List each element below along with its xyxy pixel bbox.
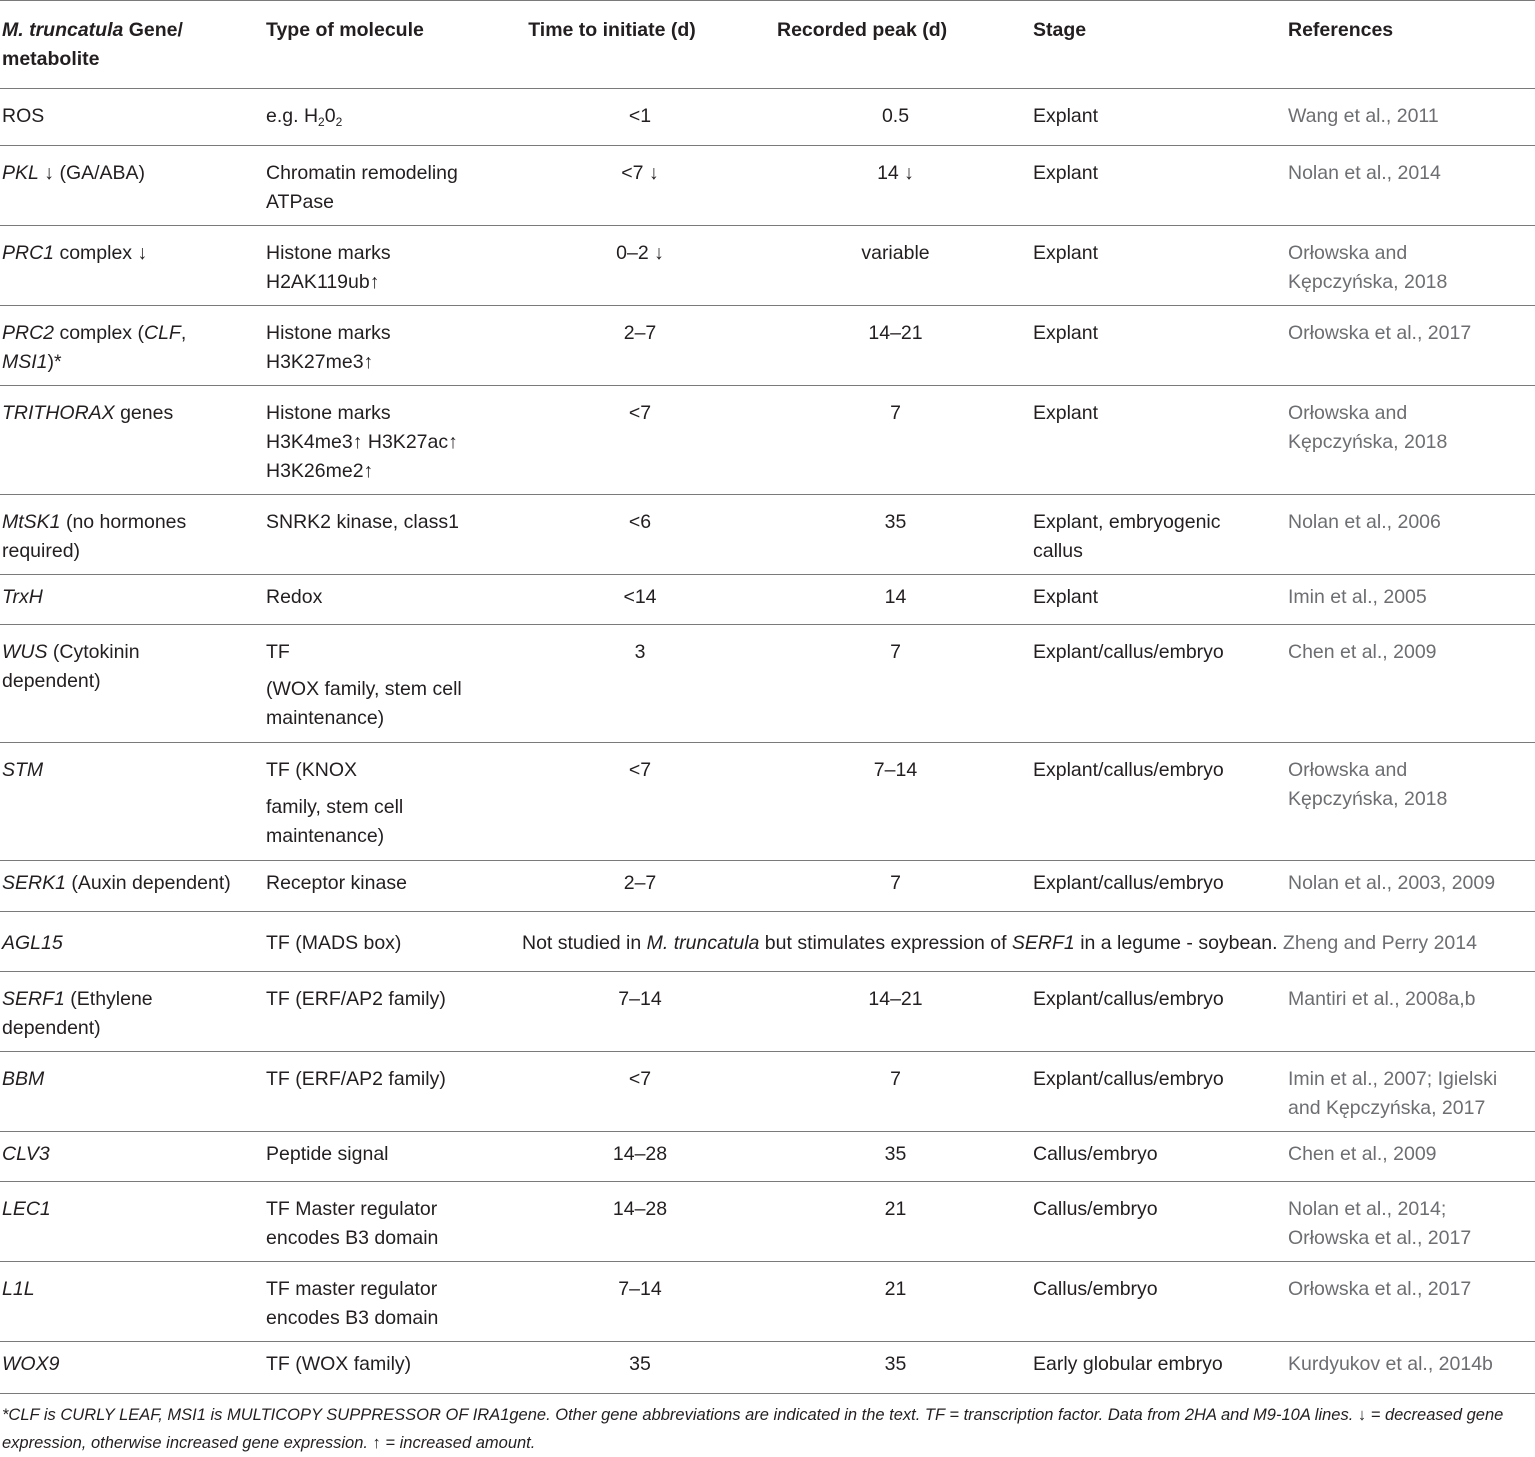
note-reference: Zheng and Perry 2014 [1282, 932, 1477, 954]
cell-reference: Nolan et al., 2006 [1288, 511, 1441, 533]
cell-peak: 0.5 [881, 105, 910, 127]
table-row [0, 1342, 1535, 1394]
cell-stage: Explant, embryogenic callus [1033, 511, 1221, 562]
cell-peak: 14–21 [868, 988, 923, 1010]
table-header-row [0, 0, 1535, 89]
type-text-mid: 0 [324, 105, 336, 127]
note-text: but stimulates expression of [759, 932, 1012, 954]
gene-name: SERF1 [2, 988, 65, 1010]
type-sub: 2 [335, 115, 343, 129]
note-gene: SERF1 [1011, 932, 1075, 954]
cell-gene [2, 399, 248, 428]
note-text: in a legume - soybean. [1074, 932, 1283, 954]
cell-peak: 7 [890, 402, 901, 424]
cell-gene [2, 508, 217, 566]
cell-reference: Chen et al., 2009 [1288, 1143, 1437, 1165]
cell-gene [2, 239, 248, 268]
cell-peak: 21 [884, 1198, 907, 1220]
table-row [0, 1262, 1535, 1342]
table-row [0, 226, 1535, 306]
cell-initiate: <6 [628, 511, 652, 533]
type-text-detail: (WOX family, stem cell maintenance) [266, 678, 462, 729]
header-gene [2, 16, 242, 74]
gene-name: LEC1 [2, 1198, 51, 1220]
gene-name: L1L [2, 1278, 35, 1300]
cell-peak: 7 [890, 872, 901, 894]
header-gene-italic: M. truncatula [2, 19, 124, 41]
cell-reference: Imin et al., 2007; Igielski and Kępczyńska, 2017 [1288, 1068, 1498, 1119]
table-row [0, 912, 1535, 972]
gene-name: ROS [2, 105, 45, 127]
cell-type: Histone marks H2AK119ub↑ [266, 242, 391, 293]
cell-reference: Orłowska and Kępczyńska, 2018 [1288, 242, 1448, 293]
cell-initiate: <7 [628, 759, 652, 781]
cell-gene [2, 756, 248, 785]
cell-gene [2, 159, 248, 188]
gene-name: PKL [2, 162, 39, 184]
cell-type: Histone marks H3K4me3↑ H3K27ac↑ H3K26me2↑ [266, 402, 458, 482]
cell-reference: Nolan et al., 2014 [1288, 162, 1441, 184]
table-row [0, 1052, 1535, 1132]
cell-reference: Wang et al., 2011 [1288, 105, 1439, 127]
cell-gene [2, 1195, 248, 1224]
cell-initiate: <7 [628, 1068, 652, 1090]
type-sub: 2 [318, 115, 325, 129]
cell-type: Chromatin remodeling ATPase [266, 162, 458, 213]
gene-note: ↓ (GA/ABA) [38, 162, 146, 184]
cell-type [266, 102, 496, 131]
table-row [0, 495, 1535, 575]
cell-type: TF Master regulator encodes B3 domain [266, 1198, 439, 1249]
cell-stage: Explant/callus/embryo [1033, 1068, 1224, 1090]
table-row [0, 1182, 1535, 1262]
cell-stage: Explant/callus/embryo [1033, 759, 1224, 781]
cell-type: TF (ERF/AP2 family) [266, 988, 446, 1010]
table-row [0, 743, 1535, 861]
cell-stage: Explant/callus/embryo [1033, 988, 1224, 1010]
cell-peak: 14 [884, 586, 907, 608]
gene-note: (Cytokinin dependent) [2, 641, 140, 692]
cell-reference: Chen et al., 2009 [1288, 641, 1437, 663]
cell-stage: Explant [1033, 242, 1099, 264]
cell-peak: 7 [890, 1068, 901, 1090]
gene-name: PRC2 [2, 322, 55, 344]
gene-name: TrxH [2, 586, 43, 608]
cell-spanning-note [522, 929, 1535, 958]
cell-stage: Callus/embryo [1033, 1198, 1158, 1220]
table-row [0, 386, 1535, 495]
gene-note: complex ↓ [54, 242, 148, 264]
cell-stage: Explant [1033, 322, 1099, 344]
cell-type: Receptor kinase [266, 872, 407, 894]
gene-note: (no hormones required) [2, 511, 187, 562]
table-row [0, 972, 1535, 1052]
header-gene-line2: metabolite [2, 48, 100, 70]
cell-initiate: 14–28 [612, 1143, 668, 1165]
cell-reference: Imin et al., 2005 [1288, 586, 1427, 608]
cell-stage: Explant/callus/embryo [1033, 641, 1224, 663]
header-peak: Recorded peak (d) [777, 19, 948, 41]
gene-name: MtSK1 [2, 511, 61, 533]
cell-gene [2, 929, 248, 958]
cell-gene [2, 638, 177, 696]
type-text: e.g. H [266, 105, 319, 127]
gene-note: complex ( [54, 322, 144, 344]
cell-gene [2, 319, 212, 377]
gene-note: (Auxin dependent) [65, 872, 231, 894]
note-text: Not studied in [522, 932, 647, 954]
table-row [0, 861, 1535, 912]
header-gene-rest: Gene/ [123, 19, 183, 41]
gene-name: WOX9 [2, 1353, 60, 1375]
cell-type: SNRK2 kinase, class1 [266, 511, 459, 533]
cell-gene [2, 985, 202, 1043]
cell-initiate: <7 [628, 402, 652, 424]
cell-peak: 14 ↓ [877, 162, 914, 184]
cell-reference: Orłowska and Kępczyńska, 2018 [1288, 759, 1448, 810]
gene-name: SERK1 [2, 872, 66, 894]
cell-reference: Orłowska et al., 2017 [1288, 1278, 1472, 1300]
table-row [0, 89, 1535, 146]
note-species: M. truncatula [646, 932, 760, 954]
cell-stage: Callus/embryo [1033, 1143, 1158, 1165]
gene-name: TRITHORAX [2, 402, 115, 424]
table-row [0, 575, 1535, 625]
cell-reference: Mantiri et al., 2008a,b [1288, 988, 1476, 1010]
cell-type: TF (WOX family) [266, 1353, 412, 1375]
cell-type: Redox [266, 586, 323, 608]
cell-gene [2, 869, 252, 898]
cell-gene [2, 1140, 248, 1169]
cell-reference: Kurdyukov et al., 2014b [1288, 1353, 1493, 1375]
cell-peak: 7–14 [873, 759, 918, 781]
cell-initiate: <14 [623, 586, 657, 608]
cell-reference: Orłowska et al., 2017 [1288, 322, 1472, 344]
gene-name: BBM [2, 1068, 45, 1090]
cell-stage: Explant/callus/embryo [1033, 872, 1224, 894]
cell-initiate: 35 [629, 1353, 651, 1375]
header-references: References [1288, 19, 1394, 41]
gene-note: )* [47, 351, 62, 373]
table-row [0, 306, 1535, 386]
cell-initiate: 3 [634, 641, 646, 663]
cell-peak: 35 [884, 1143, 907, 1165]
cell-stage: Early globular embryo [1033, 1353, 1223, 1375]
cell-type [266, 638, 481, 733]
cell-peak: variable [861, 242, 930, 264]
gene-name: WUS [2, 641, 48, 663]
cell-stage: Explant [1033, 586, 1099, 608]
cell-stage: Explant [1033, 105, 1099, 127]
header-type: Type of molecule [266, 19, 424, 41]
cell-initiate: 7–14 [618, 988, 662, 1010]
cell-peak: 35 [884, 511, 907, 533]
gene-note: (Ethylene dependent) [2, 988, 153, 1039]
gene-note: genes [114, 402, 174, 424]
gene-note: , [180, 322, 187, 344]
cell-type: TF master regulator encodes B3 domain [266, 1278, 439, 1329]
cell-type: TF (MADS box) [266, 932, 402, 954]
gene-name: STM [2, 759, 44, 781]
cell-type: Histone marks H3K27me3↑ [266, 322, 391, 373]
header-initiate: Time to initiate (d) [528, 19, 696, 41]
cell-peak: 35 [884, 1353, 907, 1375]
cell-initiate: <1 [628, 105, 652, 127]
type-text: TF [266, 641, 290, 663]
cell-reference: Nolan et al., 2014; Orłowska et al., 2017 [1288, 1198, 1472, 1249]
type-text-detail: family, stem cell maintenance) [266, 796, 404, 847]
type-text: TF (KNOX [266, 759, 357, 781]
cell-gene [2, 583, 248, 612]
table-row [0, 146, 1535, 226]
cell-initiate: <7 ↓ [621, 162, 659, 184]
cell-peak: 21 [884, 1278, 907, 1300]
cell-initiate: 14–28 [612, 1198, 668, 1220]
cell-reference: Nolan et al., 2003, 2009 [1288, 872, 1496, 894]
header-stage: Stage [1033, 19, 1087, 41]
cell-stage: Explant [1033, 402, 1099, 424]
cell-peak: 14–21 [868, 322, 923, 344]
gene-name: CLF [143, 322, 181, 344]
cell-initiate: 7–14 [618, 1278, 662, 1300]
cell-stage: Callus/embryo [1033, 1278, 1158, 1300]
table-footnote: *CLF is CURLY LEAF, MSI1 is MULTICOPY SUPPRESSOR OF IRA1gene. Other gene abbreviations are indicated in the text. TF = transcription factor. Data from 2HA and M9-10A lines. ↓ = decreased gene expression, otherwise increased gene expression. ↑ = increased amount. [2, 1406, 1504, 1452]
gene-name: AGL15 [2, 932, 63, 954]
gene-name: CLV3 [2, 1143, 50, 1165]
cell-gene [2, 1275, 248, 1304]
cell-type: TF (ERF/AP2 family) [266, 1068, 446, 1090]
cell-initiate: 0–2 ↓ [616, 242, 664, 264]
cell-peak: 7 [890, 641, 901, 663]
cell-initiate: 2–7 [623, 322, 657, 344]
table-row [0, 625, 1535, 743]
cell-reference: Orłowska and Kępczyńska, 2018 [1288, 402, 1448, 453]
cell-type: Peptide signal [266, 1143, 389, 1165]
cell-initiate: 2–7 [623, 872, 657, 894]
table-row [0, 1132, 1535, 1182]
gene-name: PRC1 [2, 242, 55, 264]
cell-gene [2, 1350, 248, 1379]
gene-name: MSI1 [2, 351, 48, 373]
cell-stage: Explant [1033, 162, 1099, 184]
cell-type [266, 756, 466, 851]
cell-gene [2, 1065, 248, 1094]
cell-gene [2, 102, 248, 131]
